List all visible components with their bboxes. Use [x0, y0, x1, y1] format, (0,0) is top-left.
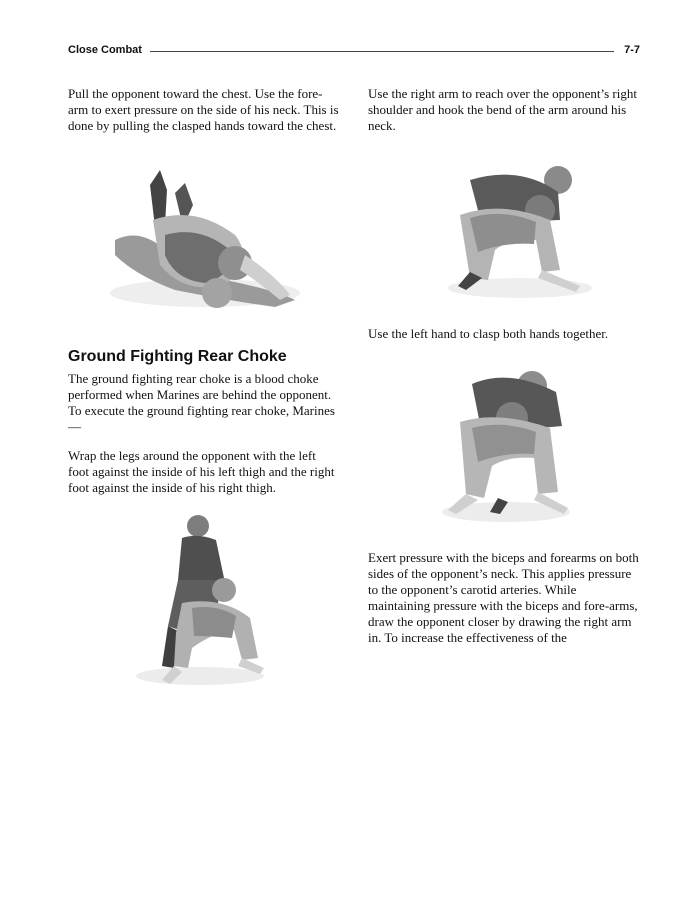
- right-paragraph-1: Use the right arm to reach over the opponent’s right shoulder and hook the bend of the arm around his neck.: [368, 86, 637, 133]
- section-title: Close Combat: [68, 44, 142, 56]
- right-paragraph-2: Use the left hand to clasp both hands together.: [368, 326, 609, 341]
- right-paragraph-3: Exert pressure with the biceps and forearms on both sides of the opponent’s neck. This applies pressure to the opponent’s carotid arteries. While maintaining pressure with the biceps and fore-arms, draw the opponent closer by drawing the right arm in. To increase the effectiveness of the: [368, 550, 639, 645]
- photo-ground-choke-pull: [105, 165, 305, 317]
- photo-arm-hook: [440, 160, 592, 300]
- page-number: 7-7: [624, 44, 640, 56]
- left-paragraph-2: The ground fighting rear choke is a blood choke performed when Marines are behind the opponent. To execute the ground fighting rear choke, Marines—: [68, 371, 335, 434]
- left-paragraph-1: Pull the opponent toward the chest. Use the fore-arm to exert pressure on the side of his neck. This is done by pulling the clasped hands toward the chest.: [68, 86, 339, 133]
- running-header: [68, 44, 640, 58]
- left-paragraph-3: Wrap the legs around the opponent with the left foot against the inside of his left thigh and the right foot against the inside of his right thigh.: [68, 448, 335, 495]
- photo-clasp-hands: [438, 362, 572, 524]
- section-heading: Ground Fighting Rear Choke: [68, 348, 287, 365]
- header-rule: [150, 51, 614, 52]
- photo-leg-wrap: [132, 508, 268, 688]
